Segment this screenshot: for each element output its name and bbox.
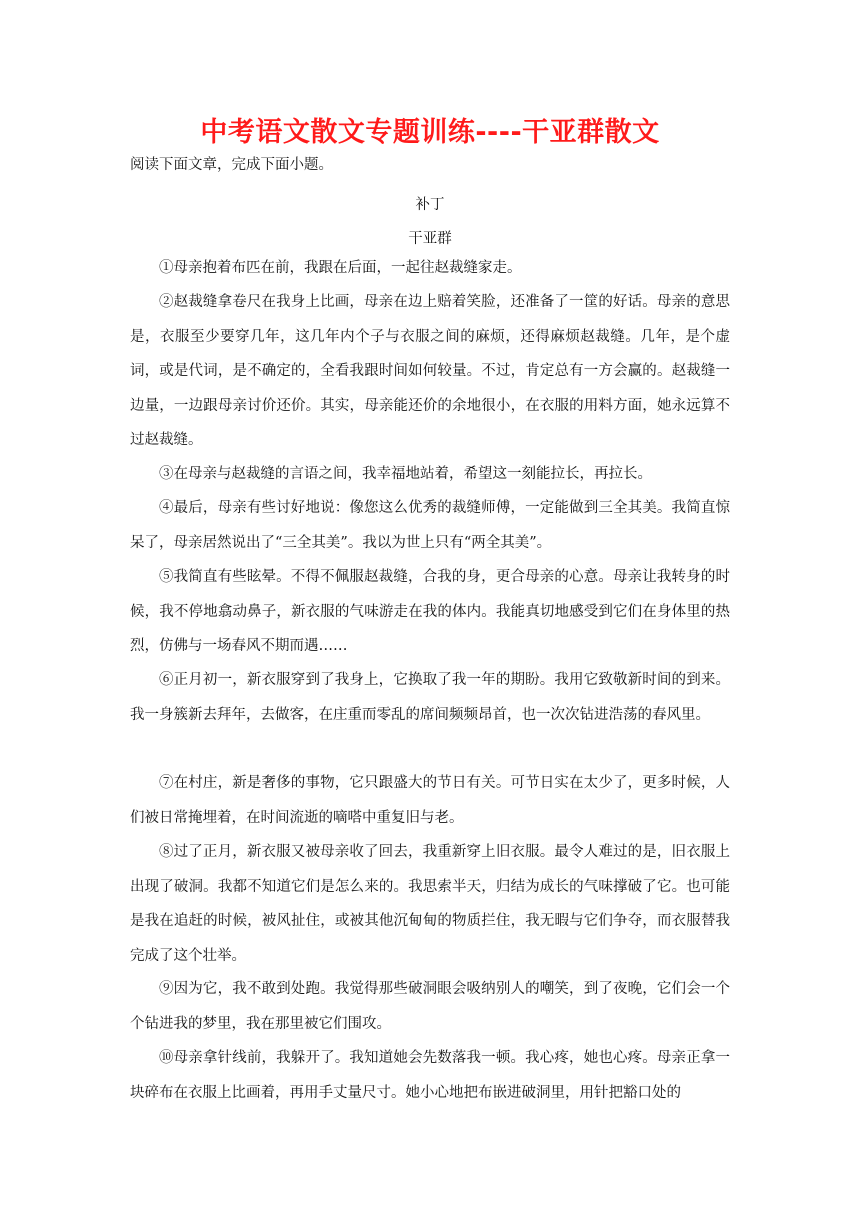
paragraph-7: ⑦在村庄，新是奢侈的事物，它只跟盛大的节日有关。可节日实在太少了，更多时候，人们被日常掩埋着，在时间流逝的嘀嗒中重复旧与老。 [130,775,730,826]
instruction-text: 阅读下面文章，完成下面小题。 [130,157,333,173]
paragraph-8: ⑧过了正月，新衣服又被母亲收了回去，我重新穿上旧衣服。最令人难过的是，旧衣服上出现了破洞。我都不知道它们是怎么来的。我思索半天，归结为成长的气味撑破了它。也可能是我在追赶的时候，被风扯住，或被其他沉甸甸的物质拦住，我无暇与它们争夺，而衣服替我完成了这个壮举。 [130,844,730,964]
paragraph-4: ④最后，母亲有些讨好地说：像您这么优秀的裁缝师傅，一定能做到三全其美。我简直惊呆了，母亲居然说出了“三全其美”。我以为世上只有“两全其美”。 [130,500,730,551]
paragraph-10: ⑩母亲拿针线前，我躲开了。我知道她会先数落我一顿。我心疼，她也心疼。母亲正拿一块碎布在衣服上比画着，再用手丈量尺寸。她小心地把布嵌进破洞里，用针把豁口处的 [130,1050,730,1101]
document-title: 中考语文散文专题训练----干亚群散文 [200,117,660,148]
paragraph-3: ③在母亲与赵裁缝的言语之间，我幸福地站着，希望这一刻能拉长，再拉长。 [159,466,652,482]
paragraph-5: ⑤我简直有些眩晕。不得不佩服赵裁缝，合我的身，更合母亲的心意。母亲让我转身的时候，我不停地翕动鼻子，新衣服的气味游走在我的体内。我能真切地感受到它们在身体里的热烈，仿佛与一场春风不期而遇…… [130,569,730,654]
paragraph-6: ⑥正月初一，新衣服穿到了我身上，它换取了我一年的期盼。我用它致敬新时间的到来。我一身簇新去拜年，去做客，在庄重而零乱的席间频频昂首，也一次次钻进浩荡的春风里。 [130,672,730,723]
paragraph-9: ⑨因为它，我不敢到处跑。我觉得那些破洞眼会吸纳别人的嘲笑，到了夜晚，它们会一个个钻进我的梦里，我在那里被它们围攻。 [130,981,730,1032]
essay-title: 补丁 [415,197,445,213]
paragraph-1: ①母亲抱着布匹在前，我跟在后面，一起往赵裁缝家走。 [159,260,522,276]
essay-author: 干亚群 [408,231,452,247]
paragraph-2: ②赵裁缝拿卷尺在我身上比画，母亲在边上赔着笑脸，还准备了一筐的好话。母亲的意思是，衣服至少要穿几年，这几年内个子与衣服之间的麻烦，还得麻烦赵裁缝。几年，是个虚词，或是代词，是不确定的，全看我跟时间如何较量。不过，肯定总有一方会赢的。赵裁缝一边量，一边跟母亲讨价还价。其实，母亲能还价的余地很小，在衣服的用料方面，她永远算不过赵裁缝。 [130,294,730,448]
